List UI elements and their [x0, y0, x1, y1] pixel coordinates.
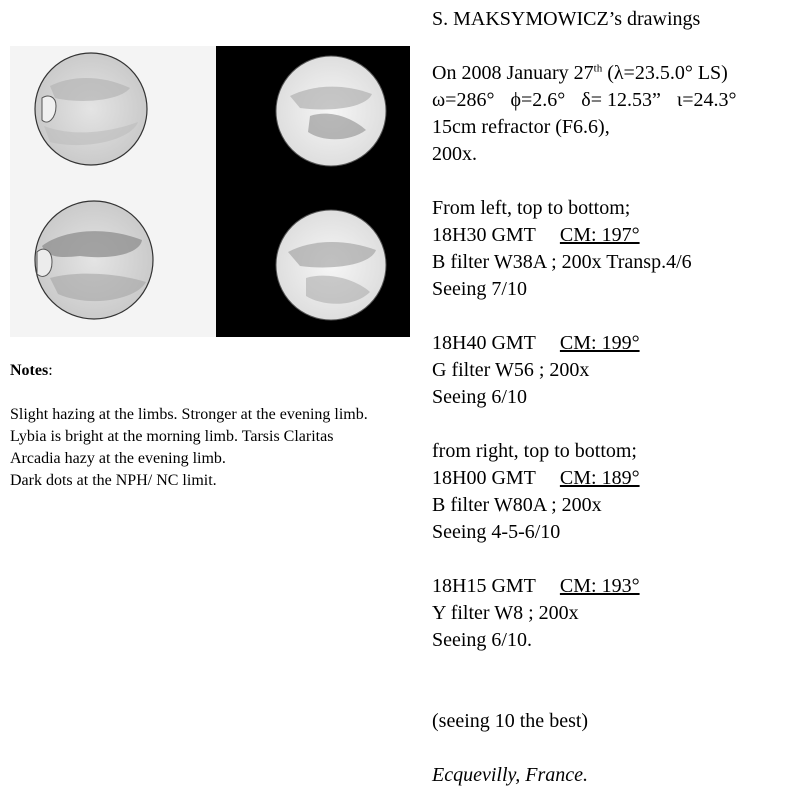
disc-right-bottom	[276, 210, 386, 320]
disc-left-top	[35, 53, 147, 165]
obs-filter-line: B filter W80A ; 200x	[432, 494, 602, 516]
central-meridian: CM: 193°	[559, 575, 640, 597]
mars-drawings-image	[10, 46, 410, 337]
obs-seeing-line: Seeing 7/10	[432, 278, 527, 300]
param-iota: ι=24.3°	[676, 89, 737, 111]
obs-time-line: 18H30 GMT CM: 197°	[432, 224, 640, 246]
param-phi: ϕ=2.6°	[510, 89, 566, 111]
central-meridian: CM: 199°	[559, 332, 640, 354]
magnification-line: 200x.	[432, 143, 477, 165]
notes-heading: Notes	[10, 362, 49, 379]
obs-filter-line: G filter W56 ; 200x	[432, 359, 590, 381]
param-delta: δ= 12.53”	[581, 89, 661, 111]
obs-seeing-line: Seeing 6/10.	[432, 629, 532, 651]
obs-filter-line: Y filter W8 ; 200x	[432, 602, 579, 624]
drawings-title: S. MAKSYMOWICZ’s drawings	[432, 8, 701, 30]
notes-heading-line	[10, 360, 380, 382]
notes-section	[10, 360, 380, 492]
obs-time-line: 18H00 GMT CM: 189°	[432, 467, 640, 489]
observer-location: Ecquevilly, France.	[432, 764, 589, 786]
param-omega: ω=286°	[432, 89, 495, 111]
obs-time-line: 18H15 GMT CM: 193°	[432, 575, 640, 597]
obs-time-line: 18H40 GMT CM: 199°	[432, 332, 640, 354]
notes-line: Slight hazing at the limbs. Stronger at the evening limb. Lybia is bright at the morning limb. Tarsis Claritas Arcadia hazy at the evening limb.	[10, 406, 368, 467]
central-meridian: CM: 189°	[559, 467, 640, 489]
right-order-header: from right, top to bottom;	[432, 440, 637, 462]
obs-filter-line: B filter W38A ; 200x Transp.4/6	[432, 251, 692, 273]
date-line: On 2008 January 27th (λ=23.5.0° LS)	[432, 62, 728, 84]
observation-info	[432, 6, 792, 789]
seeing-scale-note: (seeing 10 the best)	[432, 710, 589, 732]
disc-left-bottom	[35, 201, 153, 319]
obs-seeing-line: Seeing 4-5-6/10	[432, 521, 561, 543]
disc-right-top	[276, 56, 386, 166]
instrument-line: 15cm refractor (F6.6),	[432, 116, 610, 138]
obs-seeing-line: Seeing 6/10	[432, 386, 527, 408]
left-order-header: From left, top to bottom;	[432, 197, 631, 219]
notes-heading-colon: :	[48, 362, 53, 379]
central-meridian: CM: 197°	[559, 224, 640, 246]
drawings-svg	[10, 46, 410, 337]
notes-line: Dark dots at the NPH/ NC limit.	[10, 472, 217, 489]
parameters-line	[432, 87, 792, 114]
